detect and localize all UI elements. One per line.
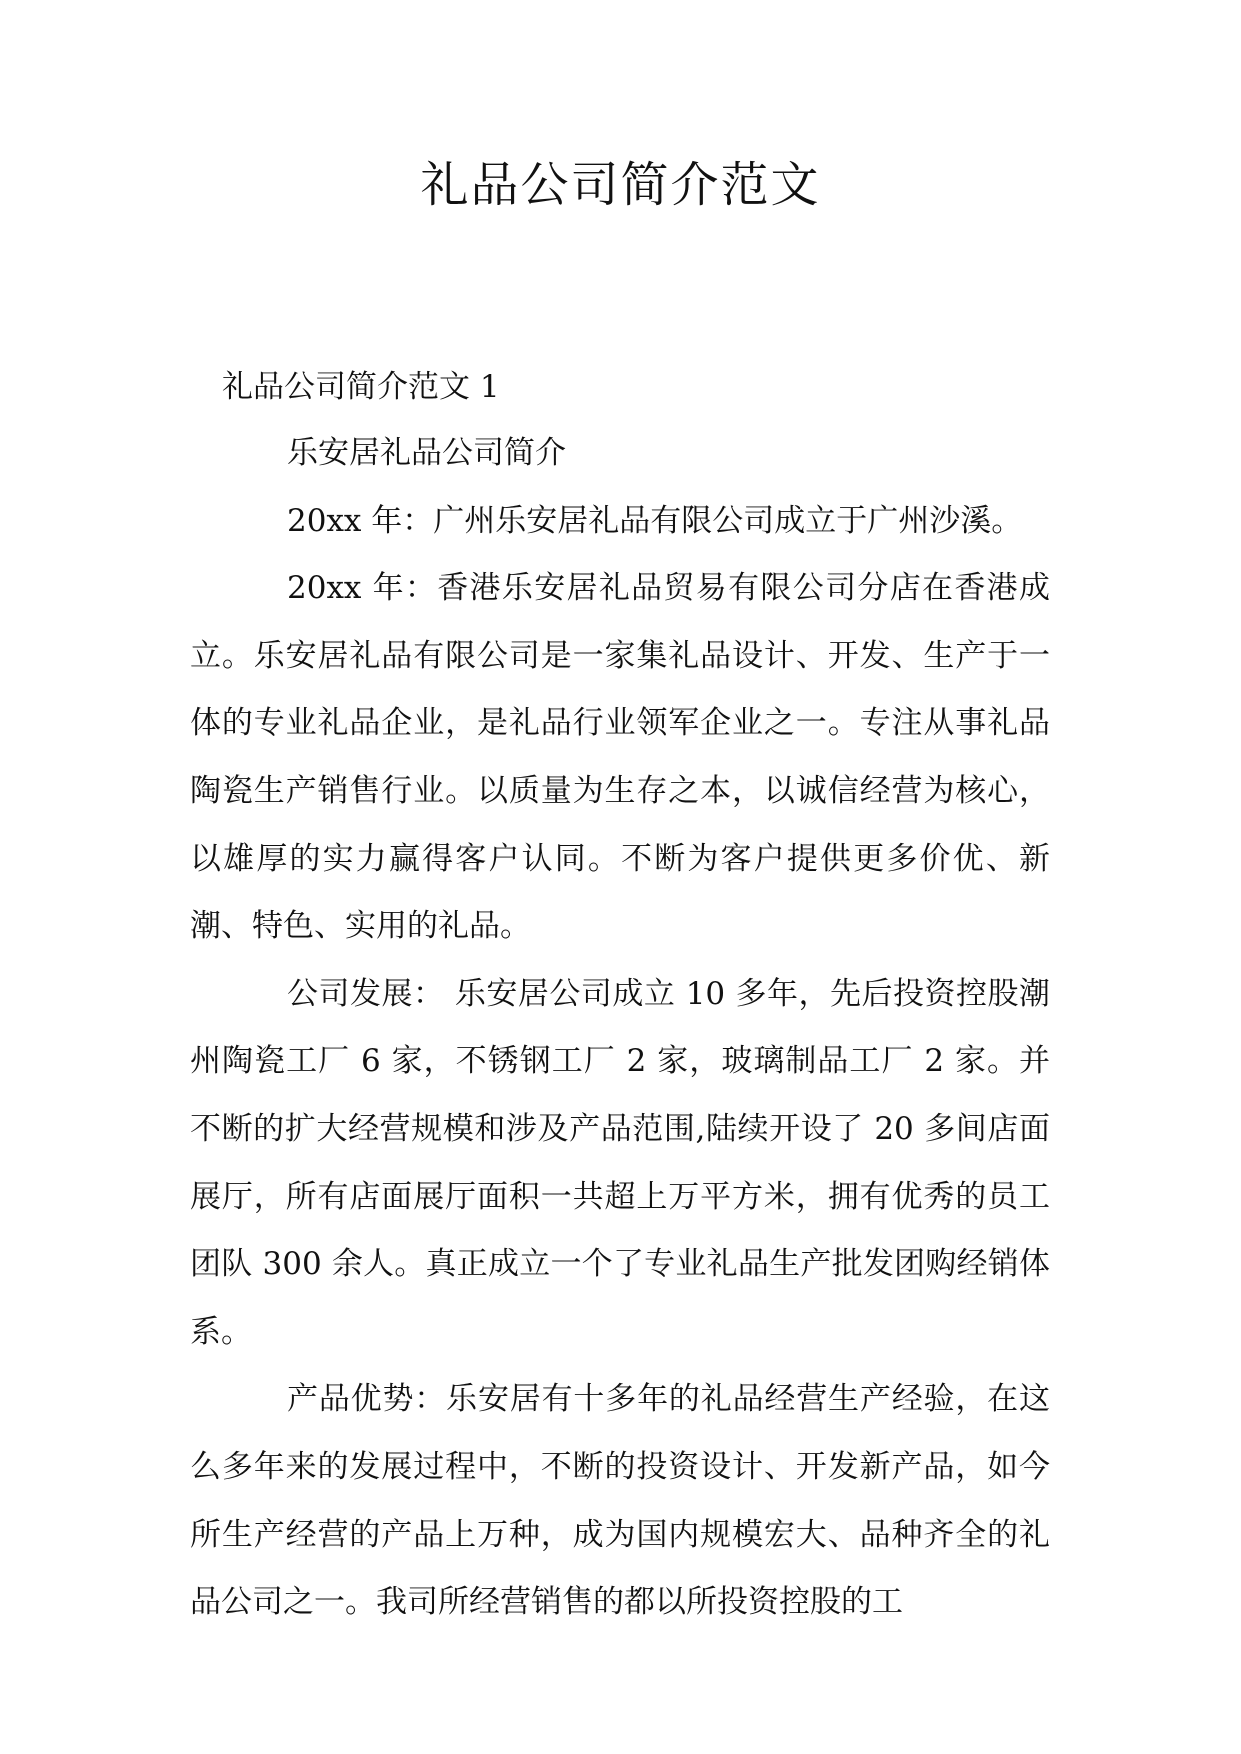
paragraph-company-name: 乐安居礼品公司简介 <box>287 435 566 471</box>
section-heading: 礼品公司简介范文 1 <box>222 369 500 405</box>
paragraph-founding-guangzhou: 20xx 年：广州乐安居礼品有限公司成立于广州沙溪。 <box>287 502 1023 539</box>
paragraph-company-development: 公司发展： 乐安居公司成立 10 多年，先后投资控股潮州陶瓷工厂 6 家，不锈钢工厂 2 家，玻璃制品工厂 2 家。并不断的扩大经营规模和涉及产品范围,陆续开设了 20 多间店面展厅，所有店面展厅面积一共超上万平方米，拥有优秀的员工团队 300 余人。真正成立一个了专业礼品生产批发团购经销体系。 <box>190 975 1050 1350</box>
document-title: 礼品公司简介范文 <box>420 157 821 213</box>
document-body <box>190 354 1050 1637</box>
paragraph-product-advantage: 产品优势：乐安居有十多年的礼品经营生产经验，在这么多年来的发展过程中，不断的投资设计、开发新产品，如今所生产经营的产品上万种，成为国内规模宏大、品种齐全的礼品公司之一。我司所经营销售的都以所投资控股的工 <box>190 1381 1050 1621</box>
paragraph-hongkong-branch: 20xx 年：香港乐安居礼品贸易有限公司分店在香港成立。乐安居礼品有限公司是一家集礼品设计、开发、生产于一体的专业礼品企业，是礼品行业领军企业之一。专注从事礼品陶瓷生产销售行业。以质量为生存之本，以诚信经营为核心，以雄厚的实力赢得客户认同。不断为客户提供更多价优、新潮、特色、实用的礼品。 <box>190 570 1050 945</box>
